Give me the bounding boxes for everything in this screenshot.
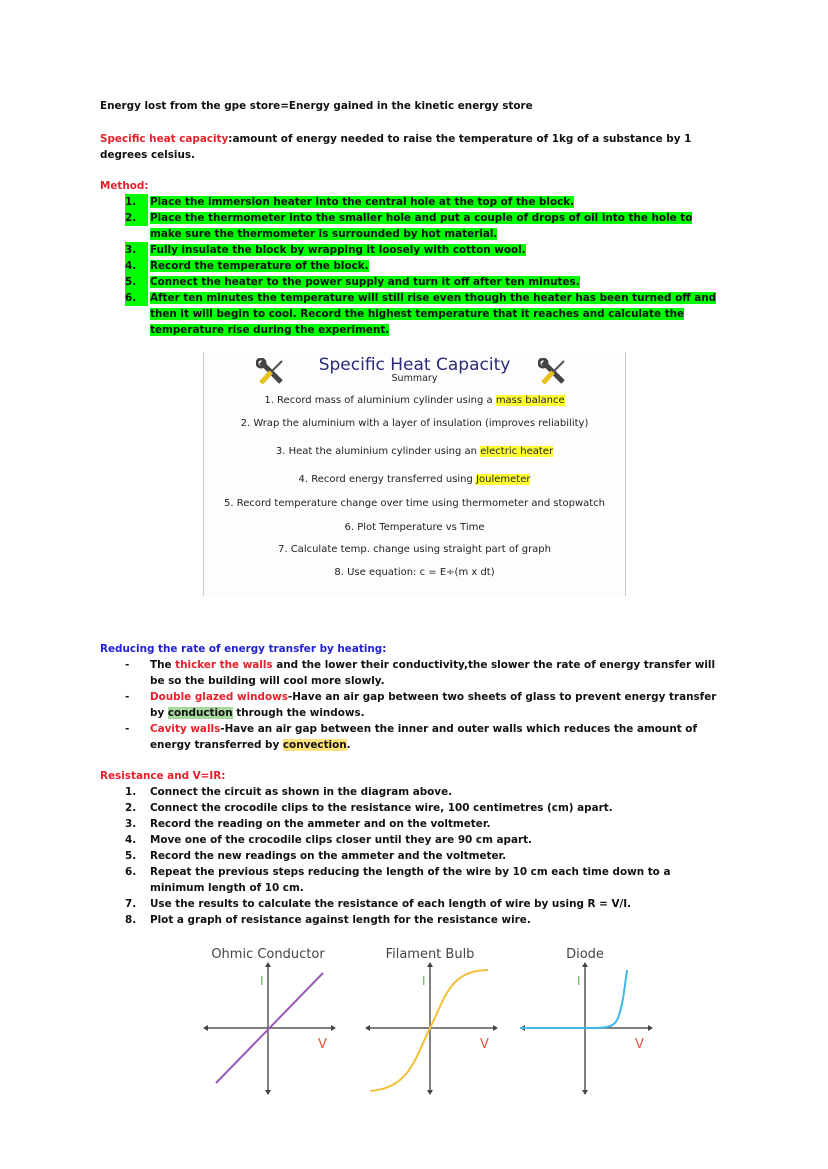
step-number: 8.: [125, 914, 137, 926]
summary-step-highlight: mass balance: [495, 395, 565, 406]
reducing-item: [125, 689, 725, 721]
step-text: Connect the crocodile clips to the resistance wire, 100 centimetres (cm) apart.: [150, 802, 613, 814]
resistance-step: [125, 864, 725, 896]
item-text-segment: thicker the walls: [175, 659, 273, 671]
resistance-step: [125, 784, 725, 800]
summary-step-highlight: electric heater: [480, 446, 554, 457]
reducing-heading: Reducing the rate of energy transfer by heating:: [100, 643, 387, 655]
step-text: Record the reading on the ammeter and on the voltmeter.: [150, 818, 491, 830]
item-text-segment: convection: [282, 739, 347, 751]
resistance-step: [125, 832, 725, 848]
step-text: Fully insulate the block by wrapping it loosely with cotton wool.: [150, 244, 526, 256]
step-number: 5.: [125, 850, 137, 862]
step-text: Plot a graph of resistance against length for the resistance wire.: [150, 914, 531, 926]
summary-step: [204, 522, 625, 533]
resistance-step: [125, 848, 725, 864]
summary-step-text: 8. Use equation: c = E÷(m x dt): [334, 567, 495, 578]
summary-step: [204, 395, 625, 406]
step-number: 5.: [125, 274, 148, 290]
shc-definition: [100, 131, 730, 163]
x-axis-label: V: [480, 1037, 489, 1052]
x-axis-label: V: [635, 1037, 644, 1052]
step-text: After ten minutes the temperature will still rise even though the heater has been turned off and then it will begin to cool. Record the highest temperature that it reaches and calculate the temperature rise during the experiment.: [150, 292, 717, 336]
item-text-segment: conduction: [167, 707, 233, 719]
y-axis-label: I: [422, 974, 426, 988]
graph-title: Diode: [566, 947, 604, 962]
step-text: Record the new readings on the ammeter and the voltmeter.: [150, 850, 507, 862]
summary-step-text: 4. Record energy transferred using: [298, 474, 477, 485]
resistance-heading: Resistance and V=IR:: [100, 770, 226, 782]
method-step: [125, 258, 725, 274]
step-text: Place the thermometer into the smaller hole and put a couple of drops of oil into the hole to make sure the thermometer is surrounded by hot material.: [150, 212, 693, 240]
item-text-segment: -Have an air gap between two sheets of glass to prevent energy transfer by: [150, 691, 717, 719]
step-number: 4.: [125, 834, 137, 846]
method-step: [125, 274, 725, 290]
method-step: [125, 210, 725, 242]
bullet-dash: -: [125, 691, 130, 703]
method-heading: Method:: [100, 180, 149, 192]
step-number: 3.: [125, 242, 148, 258]
step-number: 2.: [125, 210, 148, 226]
intro-text: Energy lost from the gpe store=Energy gained in the kinetic energy store: [100, 100, 533, 112]
item-text-segment: .: [346, 739, 351, 751]
summary-image: [203, 352, 626, 596]
method-step: [125, 290, 725, 338]
summary-step: [204, 446, 625, 457]
item-text-segment: through the windows.: [232, 707, 365, 719]
step-number: 3.: [125, 818, 137, 830]
step-text: Record the temperature of the block.: [150, 260, 369, 272]
step-text: Connect the circuit as shown in the diagram above.: [150, 786, 453, 798]
item-text-segment: -Have an air gap between the inner and outer walls which reduces the amount of energy transferred by: [150, 723, 697, 751]
step-number: 1.: [125, 194, 148, 210]
summary-step-text: 6. Plot Temperature vs Time: [344, 522, 485, 533]
y-axis-label: I: [577, 974, 581, 988]
resistance-step: [125, 912, 725, 928]
item-text-segment: and the lower their conductivity,the slower the rate of energy transfer will be so the building will cool more slowly.: [150, 659, 716, 687]
y-axis-label: I: [260, 974, 264, 988]
shc-text: :amount of energy needed to raise the temperature of 1kg of a substance by 1 degrees celsius.: [100, 133, 692, 161]
summary-step-text: 1. Record mass of aluminium cylinder using a: [264, 395, 496, 406]
iv-graphs: [190, 935, 670, 1095]
method-list: [125, 194, 725, 338]
summary-subtitle: Summary: [391, 373, 438, 384]
reducing-item: [125, 721, 725, 753]
item-text-segment: The: [150, 659, 176, 671]
resistance-list: [125, 784, 725, 928]
resistance-step: [125, 896, 725, 912]
reducing-item: [125, 657, 725, 689]
method-step: [125, 242, 725, 258]
item-text-segment: Cavity walls: [150, 723, 221, 735]
iv-curve: [520, 970, 627, 1028]
step-number: 6.: [125, 290, 148, 306]
resistance-step: [125, 816, 725, 832]
graph-title: Ohmic Conductor: [211, 947, 325, 962]
step-text: Move one of the crocodile clips closer until they are 90 cm apart.: [150, 834, 533, 846]
step-number: 4.: [125, 258, 148, 274]
reducing-list: [125, 657, 725, 753]
summary-step-text: 5. Record temperature change over time using thermometer and stopwatch: [223, 498, 606, 509]
step-text: Connect the heater to the power supply and turn it off after ten minutes.: [150, 276, 580, 288]
step-text: Place the immersion heater into the central hole at the top of the block.: [150, 196, 575, 208]
summary-title: Specific Heat Capacity: [318, 355, 511, 375]
bullet-dash: -: [125, 659, 130, 671]
bullet-dash: -: [125, 723, 130, 735]
summary-step-text: 7. Calculate temp. change using straight part of graph: [277, 544, 551, 555]
step-text: Use the results to calculate the resistance of each length of wire by using R = V/I.: [150, 898, 632, 910]
summary-step: [204, 474, 625, 485]
summary-step: [204, 567, 625, 578]
summary-step: [204, 418, 625, 429]
summary-step-highlight: Joulemeter: [476, 474, 531, 485]
step-number: 6.: [125, 866, 137, 878]
item-text-segment: Double glazed windows: [150, 691, 288, 703]
summary-step-text: 3. Heat the aluminium cylinder using an: [275, 446, 481, 457]
summary-step-text: 2. Wrap the aluminium with a layer of insulation (improves reliability): [240, 418, 589, 429]
method-step: [125, 194, 725, 210]
x-axis-label: V: [318, 1037, 327, 1052]
step-text: Repeat the previous steps reducing the length of the wire by 10 cm each time down to a minimum length of 10 cm.: [150, 866, 671, 894]
graph-title: Filament Bulb: [385, 947, 475, 962]
step-number: 2.: [125, 802, 137, 814]
summary-step: [204, 544, 625, 555]
step-number: 1.: [125, 786, 137, 798]
step-number: 7.: [125, 898, 137, 910]
resistance-step: [125, 800, 725, 816]
shc-term: Specific heat capacity: [100, 133, 229, 145]
summary-step: [204, 498, 625, 509]
iv-curve: [370, 970, 488, 1091]
